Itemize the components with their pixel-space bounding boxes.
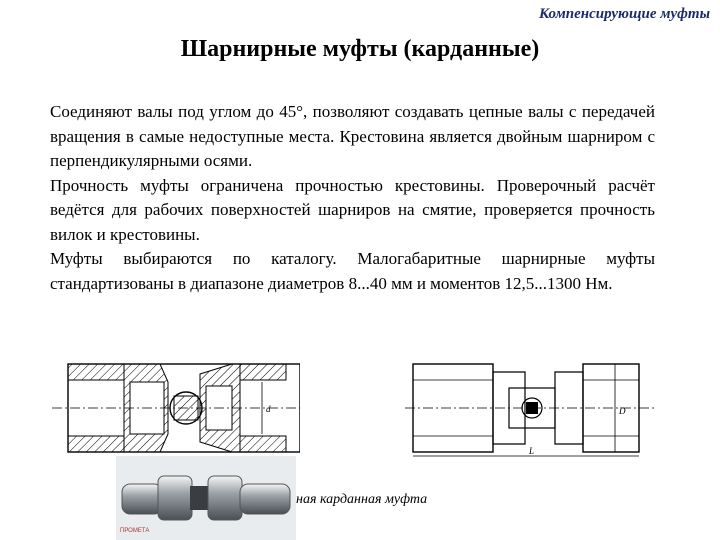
coupling-photo — [116, 456, 296, 540]
paragraph-2: Прочность муфты ограничена прочностью крестовины. Проверочный расчёт ведётся для рабочих поверхностей шарниров на смятие, проверяется прочность вилок и крестовины. — [50, 175, 655, 244]
coupling-side-drawing — [405, 352, 655, 462]
photo-logo: ПРОМЕТА — [120, 528, 150, 534]
coupling-section-drawing — [50, 352, 300, 462]
paragraph-1: Соединяют валы под углом до 45°, позволяют создавать цепные валы с передачей вращения в самые недоступные места. Крестовина является двойным шарниром с перпендикулярными осями. — [50, 102, 655, 170]
dimension-d-label: d — [266, 404, 271, 414]
photo-caption: ная карданная муфта — [296, 492, 428, 507]
section-tag: Компенсирующие муфты — [538, 6, 710, 22]
page-title: Шарнирные муфты (карданные) — [180, 36, 540, 62]
dimension-D-label: D — [619, 406, 626, 416]
body-text — [50, 100, 655, 296]
paragraph-3: Муфты выбираются по каталогу. Малогабаритные шарнирные муфты стандартизованы в диапазоне диаметров 8...40 мм и моментов 12,5...1300 Нм. — [50, 249, 655, 293]
dimension-L-label: L — [529, 446, 535, 456]
